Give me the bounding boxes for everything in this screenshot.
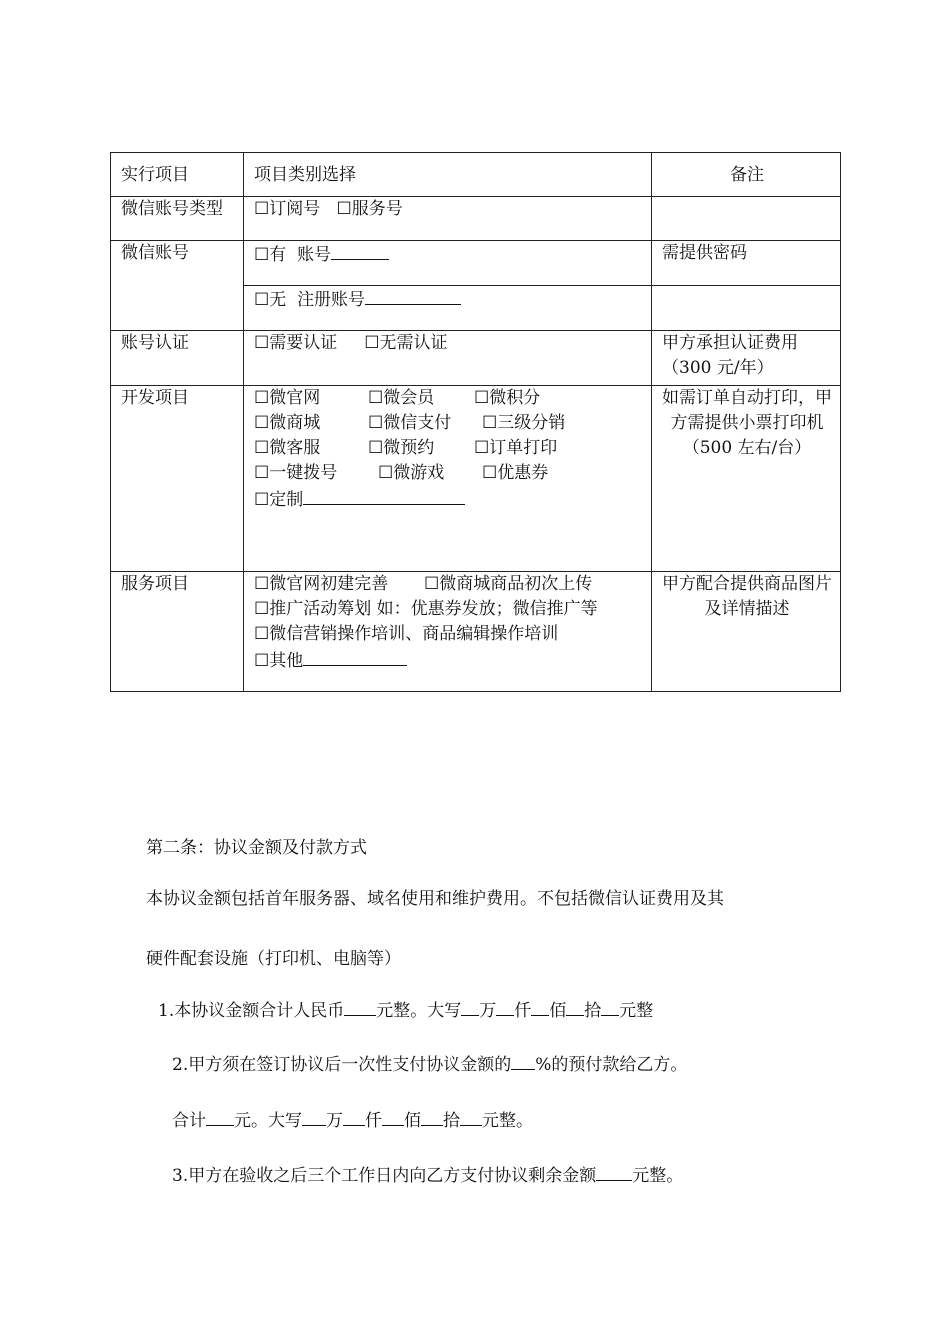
checkbox-wechat-pay[interactable]: ☐ 微信支付: [368, 413, 451, 433]
table-header-row: [111, 153, 841, 197]
other-blank[interactable]: [303, 647, 407, 666]
blank[interactable]: [496, 999, 514, 1016]
blank[interactable]: [302, 1109, 326, 1126]
row-note: 如需订单自动打印，甲方需提供小票打印机（500 左右/台）: [652, 386, 841, 572]
row-note: [652, 286, 841, 331]
row-label: 开发项目: [111, 386, 244, 572]
service-options-line: [254, 572, 643, 597]
blank[interactable]: [531, 999, 549, 1016]
header-category: 项目类别选择: [244, 153, 652, 197]
checkbox-micro-site[interactable]: ☐ 微官网: [254, 388, 320, 408]
service-selection-table: [110, 152, 841, 692]
blank[interactable]: [461, 999, 479, 1016]
account-number-blank[interactable]: [331, 241, 389, 260]
percent-blank[interactable]: [511, 1053, 535, 1070]
table-row-account: [111, 241, 841, 286]
checkbox-no-verification[interactable]: ☐ 无需认证: [364, 333, 447, 353]
row-note: 甲方承担认证费用（300 元/年）: [652, 331, 841, 386]
total-blank[interactable]: [206, 1109, 234, 1126]
amount-blank[interactable]: [344, 999, 376, 1016]
checkbox-subscription[interactable]: ☐ 订阅号: [254, 199, 320, 219]
blank[interactable]: [343, 1109, 365, 1126]
dev-options-line: [254, 461, 643, 486]
checkbox-custom[interactable]: ☐ 定制: [254, 490, 303, 510]
service-options: [244, 572, 652, 692]
service-options-line: [254, 647, 643, 674]
row-note: 需提供密码: [652, 241, 841, 286]
checkbox-three-level-distribution[interactable]: ☐ 三级分销: [482, 413, 565, 433]
table-row-verification: [111, 331, 841, 386]
account-none-option: [244, 286, 652, 331]
payment-item-1: 1.本协议金额合计人民币 元整。大写 万 仟 佰 拾 元整: [158, 1001, 654, 1021]
table-row-dev: [111, 386, 841, 572]
account-type-options: [244, 197, 652, 241]
dev-options-line: [254, 436, 643, 461]
account-has-option: [244, 241, 652, 286]
table-row-service: [111, 572, 841, 692]
checkbox-micro-service[interactable]: ☐ 微客服: [254, 438, 320, 458]
checkbox-product-upload[interactable]: ☐ 微商城商品初次上传: [424, 574, 592, 594]
service-options-line: [254, 622, 643, 647]
article-heading: 第二条：协议金额及付款方式: [146, 838, 367, 858]
checkbox-one-click-dial[interactable]: ☐ 一键拨号: [254, 463, 337, 483]
custom-blank[interactable]: [303, 486, 465, 505]
payment-item-3: 3.甲方在验收之后三个工作日内向乙方支付协议剩余金额 元整。: [172, 1166, 684, 1186]
checkbox-need-verification[interactable]: ☐ 需要认证: [254, 333, 337, 353]
row-label: 账号认证: [111, 331, 244, 386]
row-label: 微信账号: [111, 241, 244, 331]
checkbox-micro-mall[interactable]: ☐ 微商城: [254, 413, 320, 433]
article-intro-line-1: 本协议金额包括首年服务器、域名使用和维护费用。不包括微信认证费用及其: [146, 889, 724, 909]
checkbox-micro-member[interactable]: ☐ 微会员: [368, 388, 434, 408]
register-account-blank[interactable]: [365, 286, 461, 305]
blank[interactable]: [382, 1109, 404, 1126]
dev-options-line: [254, 486, 643, 513]
checkbox-promotion-planning[interactable]: ☐ 推广活动筹划 如：优惠券发放；微信推广等: [254, 599, 598, 619]
row-note: 甲方配合提供商品图片及详情描述: [652, 572, 841, 692]
blank[interactable]: [566, 999, 584, 1016]
checkbox-site-setup[interactable]: ☐ 微官网初建完善: [254, 574, 388, 594]
checkbox-other[interactable]: ☐ 其他: [254, 651, 303, 671]
account-field-label: 账号: [297, 245, 332, 265]
article-intro-line-2: 硬件配套设施（打印机、电脑等）: [146, 949, 401, 969]
checkbox-service-account[interactable]: ☐ 服务号: [336, 199, 402, 219]
header-item: 实行项目: [111, 153, 244, 197]
checkbox-coupon[interactable]: ☐ 优惠券: [482, 463, 548, 483]
remaining-amount-blank[interactable]: [596, 1164, 632, 1181]
row-label: 微信账号类型: [111, 197, 244, 241]
row-note: [652, 197, 841, 241]
table-row-account-type: [111, 197, 841, 241]
dev-options: [244, 386, 652, 572]
checkbox-micro-booking[interactable]: ☐ 微预约: [368, 438, 434, 458]
blank[interactable]: [460, 1109, 482, 1126]
blank[interactable]: [601, 999, 619, 1016]
checkbox-micro-points[interactable]: ☐ 微积分: [474, 388, 540, 408]
row-label: 服务项目: [111, 572, 244, 692]
checkbox-has-account[interactable]: ☐ 有: [254, 245, 286, 265]
dev-options-line: [254, 411, 643, 436]
verification-options: [244, 331, 652, 386]
checkbox-micro-game[interactable]: ☐ 微游戏: [378, 463, 444, 483]
checkbox-no-account[interactable]: ☐ 无: [254, 290, 286, 310]
blank[interactable]: [421, 1109, 443, 1126]
payment-item-2: 2.甲方须在签订协议后一次性支付协议金额的 %的预付款给乙方。: [172, 1055, 688, 1075]
dev-options-line: [254, 386, 643, 411]
payment-item-2-total: 合计 元。大写 万 仟 佰 拾 元整。: [172, 1111, 533, 1131]
checkbox-order-print[interactable]: ☐ 订单打印: [474, 438, 557, 458]
service-options-line: [254, 597, 643, 622]
checkbox-training[interactable]: ☐ 微信营销操作培训、商品编辑操作培训: [254, 624, 558, 644]
header-note: 备注: [652, 153, 841, 197]
register-field-label: 注册账号: [297, 290, 366, 310]
